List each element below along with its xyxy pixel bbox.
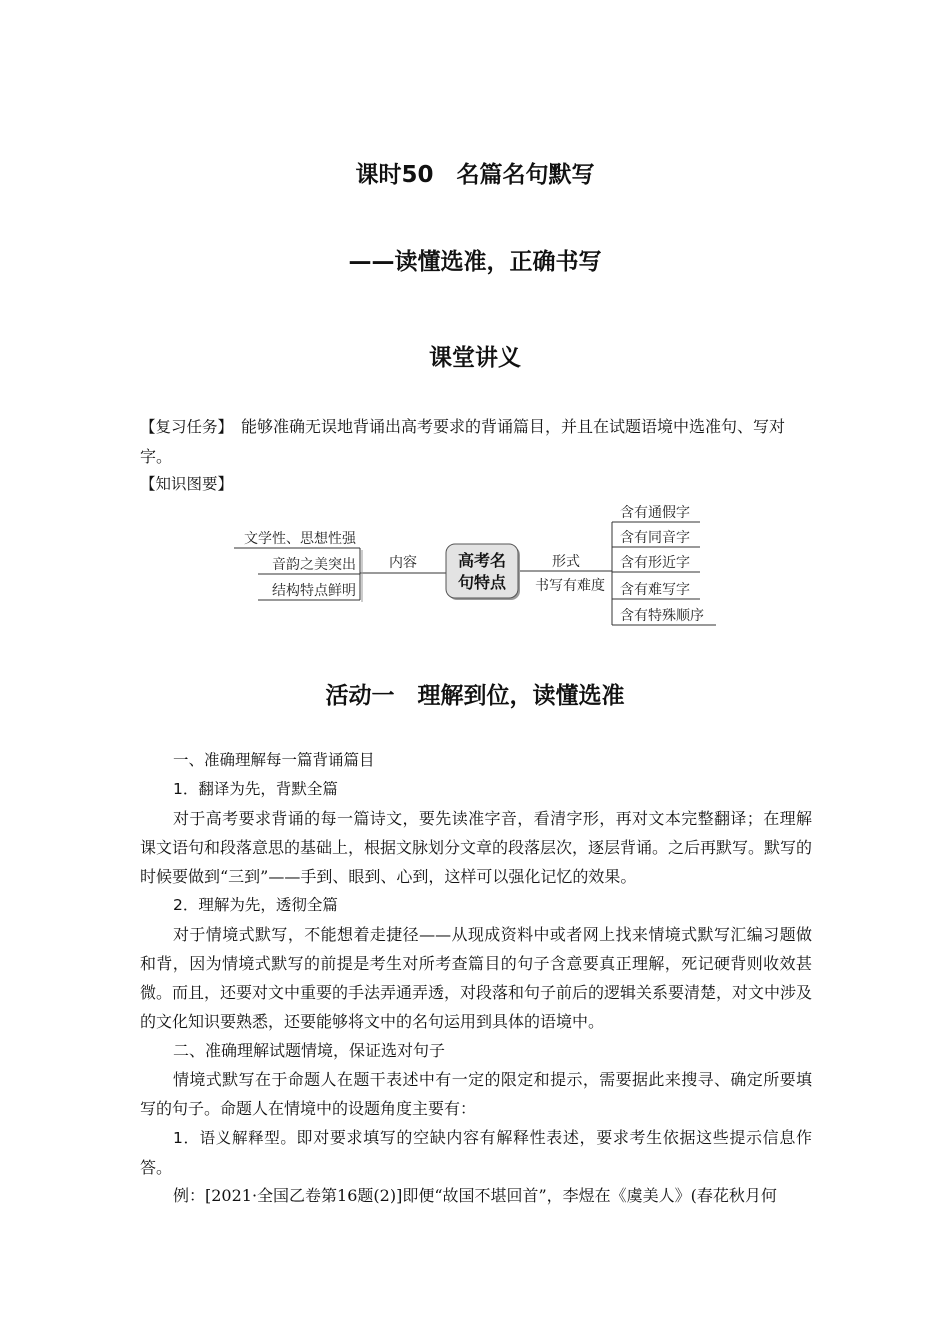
section-title: 课堂讲义 xyxy=(429,345,521,371)
paragraph-1: 对于高考要求背诵的每一篇诗文，要先读准字音，看清字形，再对文本完整翻译；在理解课文语句和段落意思的基础上，根据文脉划分文章的段落层次，逐层背诵。之后再默写。默写的时候要做到“三到”——手到、眼到、心到，这样可以强化记忆的效果。 xyxy=(140,809,813,886)
review-task-text-cont: 字。 xyxy=(140,447,173,466)
paragraph-3: 情境式默写在于命题人在题干表述中有一定的限定和提示，需要据此来搜寻、确定所要填写的句子。命题人在情境中的设题角度主要有： xyxy=(140,1070,812,1118)
paragraph-2: 对于情境式默写，不能想着走捷径——从现成资料中或者网上找来情境式默写汇编习题做和背，因为情境式默写的前提是考生对所考查篇目的句子含意要真正理解，死记硬背则收效甚微。而且，还要对文中重要的手法弄通弄透，对段落和句子前后的逻辑关系要清楚，对文中涉及的文化知识要熟悉，还要能够将文中的名句运用到具体的语境中。 xyxy=(140,925,813,1031)
mindmap-left-item: 结构特点鲜明 xyxy=(272,583,356,599)
mindmap-right-item: 含有通假字 xyxy=(620,505,690,521)
subsection-heading-2: 2．理解为先，透彻全篇 xyxy=(173,896,338,914)
knowledge-label: 【知识图要】 xyxy=(140,475,234,493)
knowledge-mindmap xyxy=(0,0,950,650)
section-heading-1: 一、准确理解每一篇背诵篇目 xyxy=(173,751,375,769)
mindmap-right-branch-top: 形式 xyxy=(552,554,580,570)
mindmap-center-line1: 高考名 xyxy=(457,551,507,570)
mindmap-left-item: 音韵之美突出 xyxy=(272,557,356,573)
mindmap-right-item: 含有难写字 xyxy=(620,582,690,598)
mindmap-right-item: 含有同音字 xyxy=(620,530,690,546)
paragraph-4 xyxy=(140,1123,812,1182)
paragraph-5: 例：[2021·全国乙卷第16题(2)]即便“故国不堪回首”，李煜在《虞美人》(春花秋月何 xyxy=(173,1186,777,1205)
subsection-heading-1: 1．翻译为先，背默全篇 xyxy=(173,780,338,798)
mindmap-right-item: 含有形近字 xyxy=(620,555,690,571)
section-heading-2: 二、准确理解试题情境，保证选对句子 xyxy=(173,1041,446,1060)
review-task-text: 能够准确无误地背诵出高考要求的背诵篇目，并且在试题语境中选准句、写对 xyxy=(241,417,786,436)
review-task-label: 【复习任务】 xyxy=(140,418,234,436)
paragraph-4-text: 即对要求填写的空缺内容有解释性表述，要求考生依据这些提示信息作答。 xyxy=(140,1128,812,1177)
mindmap-center-line2: 句特点 xyxy=(457,573,507,592)
mindmap-right-branch-bottom: 书写有难度 xyxy=(535,578,605,594)
activity-title: 活动一 理解到位，读懂选准 xyxy=(325,683,625,709)
mindmap-left-branch: 内容 xyxy=(389,555,417,571)
mindmap-right-item: 含有特殊顺序 xyxy=(620,608,704,624)
lesson-subtitle: ——读懂选准，正确书写 xyxy=(348,249,602,275)
lesson-title: 课时50 名篇名句默写 xyxy=(355,162,595,188)
mindmap-left-item: 文学性、思想性强 xyxy=(244,531,356,547)
paragraph-4-label: 1．语义解释型。 xyxy=(173,1129,297,1147)
